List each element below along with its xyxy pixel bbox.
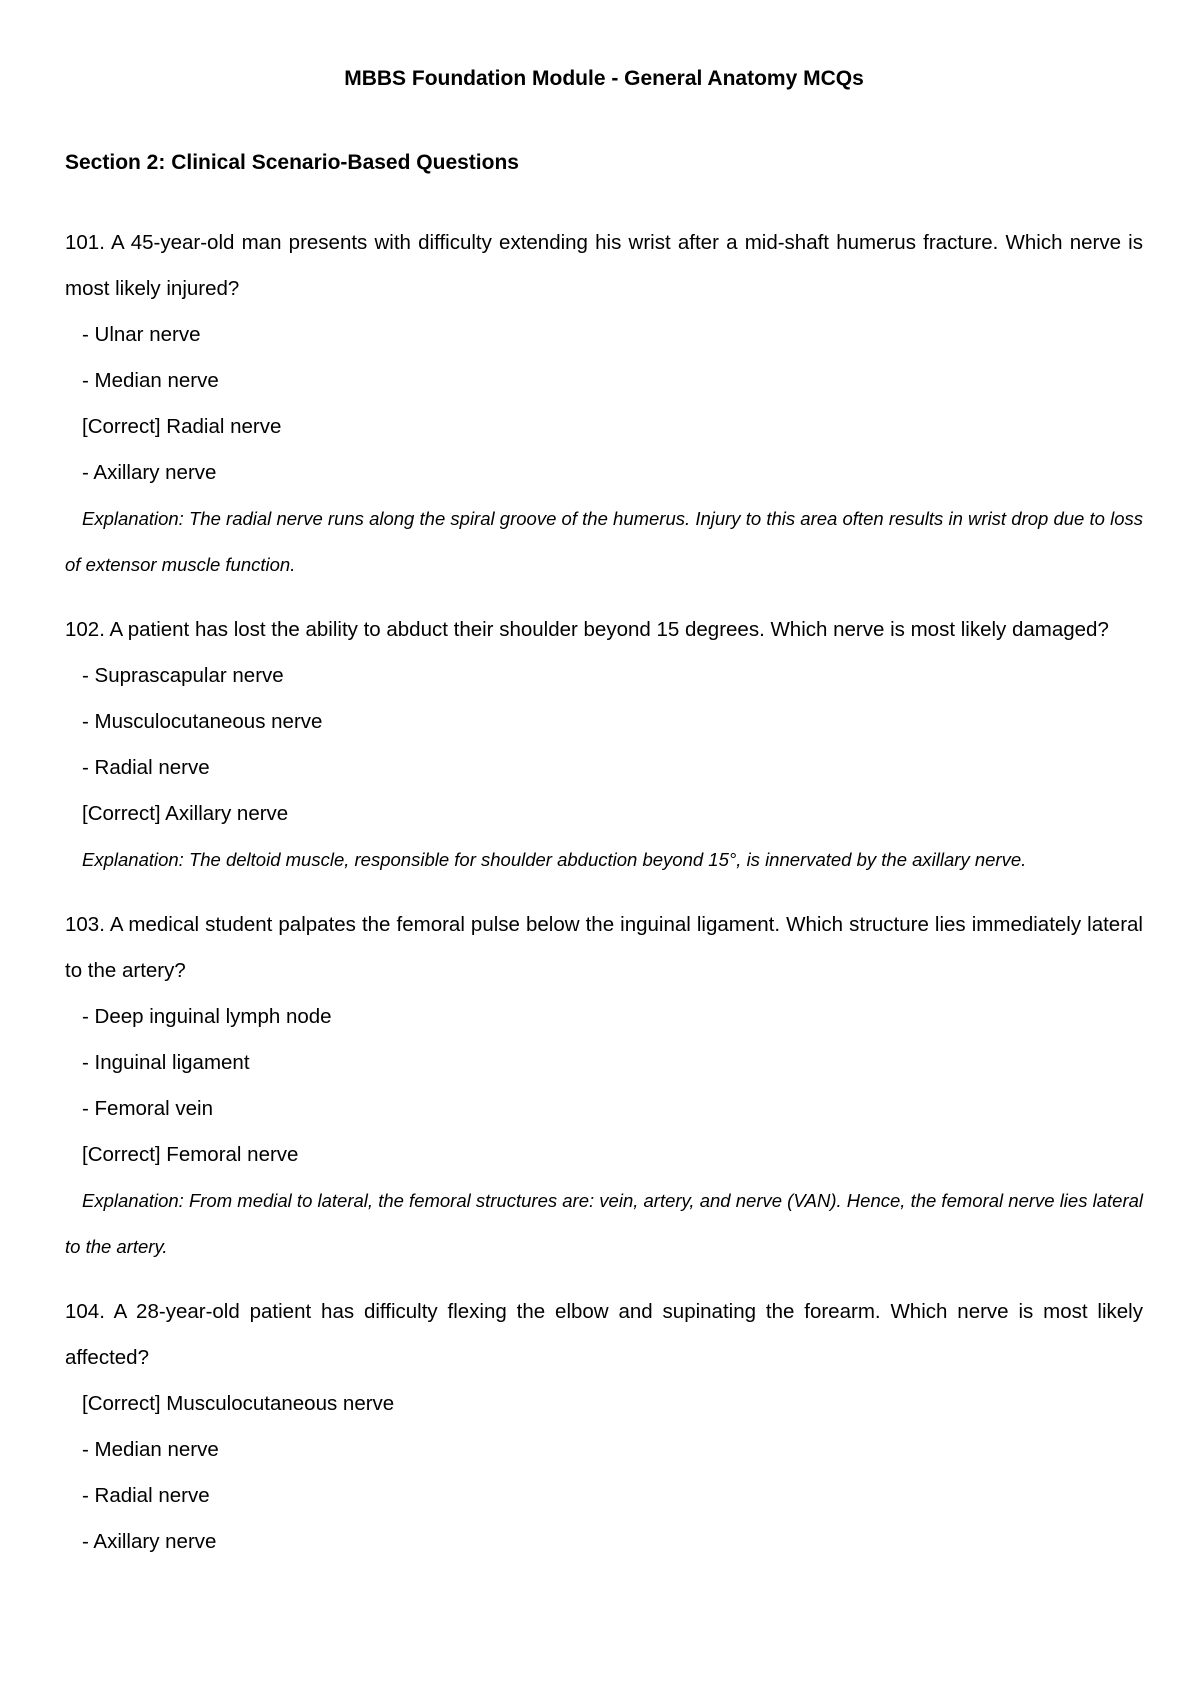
explanation-text: Explanation: From medial to lateral, the femoral structures are: vein, artery, and nerve (VAN). Hence, the femoral nerve lies lateral to the artery.	[65, 1190, 1143, 1257]
option-item: - Musculocutaneous nerve	[82, 710, 323, 733]
option-list	[65, 994, 1143, 1178]
option-item: - Axillary nerve	[82, 461, 217, 484]
question-103	[65, 902, 1143, 1270]
option-item: - Inguinal ligament	[82, 1051, 250, 1074]
question-text: 101. A 45-year-old man presents with difficulty extending his wrist after a mid-shaft humerus fracture. Which nerve is most likely injured?	[65, 231, 1143, 300]
option-item: - Radial nerve	[82, 1484, 210, 1507]
option-list	[65, 312, 1143, 496]
option-list	[65, 653, 1143, 837]
correct-option-item: [Correct] Musculocutaneous nerve	[82, 1392, 395, 1415]
option-item: - Suprascapular nerve	[82, 664, 284, 687]
option-item: - Deep inguinal lymph node	[82, 1005, 332, 1028]
option-item: - Femoral vein	[82, 1097, 214, 1120]
question-104	[65, 1289, 1143, 1565]
option-item: - Median nerve	[82, 369, 219, 392]
question-text: 102. A patient has lost the ability to abduct their shoulder beyond 15 degrees. Which nerve is most likely damaged?	[65, 618, 1109, 641]
option-list	[65, 1381, 1143, 1565]
question-101	[65, 220, 1143, 588]
correct-option-item: [Correct] Femoral nerve	[82, 1143, 299, 1166]
question-list	[65, 220, 1143, 1565]
option-item: - Radial nerve	[82, 756, 210, 779]
option-item: - Median nerve	[82, 1438, 219, 1461]
section-title: Section 2: Clinical Scenario-Based Questions	[65, 151, 519, 174]
question-text: 103. A medical student palpates the femoral pulse below the inguinal ligament. Which structure lies immediately lateral to the artery?	[65, 913, 1143, 982]
explanation-text: Explanation: The deltoid muscle, responsible for shoulder abduction beyond 15°, is innervated by the axillary nerve.	[82, 849, 1027, 870]
option-item: - Ulnar nerve	[82, 323, 201, 346]
document-title: MBBS Foundation Module - General Anatomy MCQs	[344, 67, 864, 90]
option-item: - Axillary nerve	[82, 1530, 217, 1553]
question-text: 104. A 28-year-old patient has difficulty flexing the elbow and supinating the forearm. Which nerve is most likely affected?	[65, 1300, 1143, 1369]
correct-option-item: [Correct] Axillary nerve	[82, 802, 289, 825]
correct-option-item: [Correct] Radial nerve	[82, 415, 282, 438]
explanation-text: Explanation: The radial nerve runs along the spiral groove of the humerus. Injury to this area often results in wrist drop due to loss of extensor muscle function.	[65, 508, 1143, 575]
question-102	[65, 607, 1143, 883]
